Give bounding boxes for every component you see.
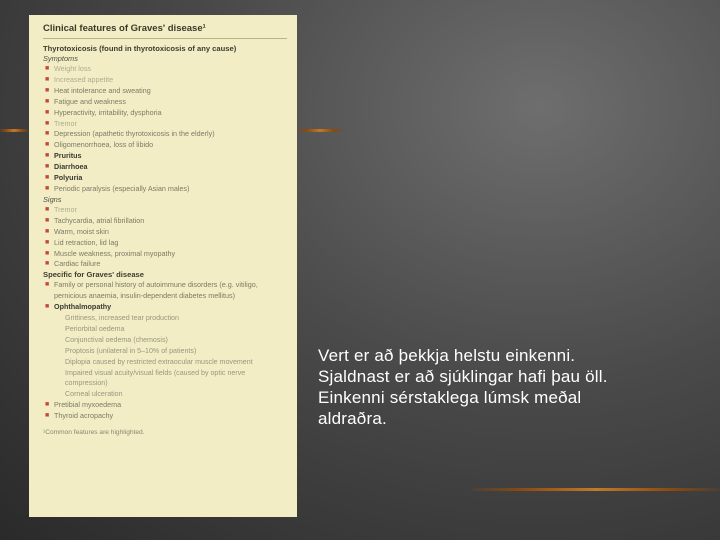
thyrotoxicosis-heading: Thyrotoxicosis (found in thyrotoxicosis of any cause) <box>43 44 237 53</box>
bullet-icon: ■ <box>45 141 50 149</box>
bullet-icon: ■ <box>45 205 50 213</box>
list-item: ■ Tremor <box>45 204 77 214</box>
bullet-icon: ■ <box>45 119 50 127</box>
list-item: ■ Family or personal history of autoimmune disorders (e.g. vitiligo, pernicious anaemia, insulin-dependent diabetes mellitus) <box>45 280 258 301</box>
list-item: ■ Polyuria <box>45 173 83 183</box>
list-item: ■ Diarrhoea <box>45 162 88 172</box>
clinical-features-document <box>29 15 297 517</box>
list-item: ■ Periodic paralysis (especially Asian males) <box>45 183 190 193</box>
graves-specific-heading: Specific for Graves' disease <box>43 270 144 280</box>
list-item: Periorbital oedema <box>65 324 125 333</box>
list-item: ■ Pruritus <box>45 151 82 161</box>
bullet-icon: ■ <box>45 412 50 420</box>
bullet-icon: ■ <box>45 303 50 311</box>
list-item: ■ Ophthalmopathy <box>45 302 112 312</box>
document-title: Clinical features of Graves' disease¹ <box>43 23 206 34</box>
list-item: ■ Fatigue and weakness <box>45 96 126 106</box>
graves-specific-list <box>43 280 287 313</box>
list-item: Conjunctival oedema (chemosis) <box>65 335 168 344</box>
bullet-icon: ■ <box>45 163 50 171</box>
caption-line: aldraðra. <box>318 409 387 428</box>
bullet-icon: ■ <box>45 227 50 235</box>
list-item: ■ Cardiac failure <box>45 259 101 269</box>
bullet-icon: ■ <box>45 281 50 289</box>
bullet-icon: ■ <box>45 184 50 192</box>
caption-line: Sjaldnast er að sjúklingar hafi þau öll. <box>318 367 608 386</box>
list-item: Diplopia caused by restricted extraocular muscle movement <box>65 357 253 366</box>
list-item: ■ Oligomenorrhoea, loss of libido <box>45 140 154 150</box>
list-item: Grittiness, increased tear production <box>65 314 179 323</box>
caption-line: Vert er að þekkja helstu einkenni. <box>318 346 576 365</box>
list-item: Corneal ulceration <box>65 390 123 399</box>
bullet-icon: ■ <box>45 65 50 72</box>
list-item: Impaired visual acuity/visual fields (caused by optic nerve compression) <box>65 368 246 388</box>
graves-other-list <box>43 400 287 422</box>
list-item: Proptosis (unilateral in 5–10% of patients) <box>65 346 197 355</box>
footnote: ¹Common features are highlighted. <box>43 429 145 437</box>
decorative-line-right <box>298 129 342 132</box>
decorative-line-bottom <box>472 488 720 491</box>
bullet-icon: ■ <box>45 260 50 268</box>
bullet-icon: ■ <box>45 401 50 409</box>
signs-list <box>43 205 287 270</box>
list-item: ■ Warm, moist skin <box>45 226 109 236</box>
bullet-icon: ■ <box>45 130 50 138</box>
list-item: ■ Tachycardia, atrial fibrillation <box>45 215 145 225</box>
symptoms-label: Symptoms <box>43 54 78 63</box>
list-item: ■ Hyperactivity, irritability, dysphoria <box>45 107 162 117</box>
bullet-icon: ■ <box>45 152 50 160</box>
decorative-line-left <box>0 129 28 132</box>
title-divider <box>43 38 287 39</box>
bullet-icon: ■ <box>45 97 50 105</box>
symptoms-list <box>43 64 287 195</box>
list-item: ■ Pretibial myxoedema <box>45 400 122 410</box>
list-item: ■ Depression (apathetic thyrotoxicosis in the elderly) <box>45 129 215 139</box>
bullet-icon: ■ <box>45 108 50 116</box>
list-item: ■ Lid retraction, lid lag <box>45 237 119 247</box>
bullet-icon: ■ <box>45 238 50 246</box>
bullet-icon: ■ <box>45 174 50 182</box>
caption-line: Einkenni sérstaklega lúmsk meðal <box>318 388 582 407</box>
list-item: ■ Thyroid acropachy <box>45 411 114 421</box>
list-item: ■ Muscle weakness, proximal myopathy <box>45 248 176 258</box>
slide-caption <box>318 345 698 429</box>
list-item: ■ Tremor <box>45 118 77 128</box>
list-item: ■ Increased appetite <box>45 74 114 84</box>
bullet-icon: ■ <box>45 86 50 94</box>
bullet-icon: ■ <box>45 216 50 224</box>
bullet-icon: ■ <box>45 75 50 83</box>
signs-label: Signs <box>43 194 62 204</box>
list-item: ■ Weight loss <box>45 64 92 73</box>
bullet-icon: ■ <box>45 249 50 257</box>
ophthalmopathy-list <box>43 313 287 400</box>
list-item: ■ Heat intolerance and sweating <box>45 85 151 95</box>
